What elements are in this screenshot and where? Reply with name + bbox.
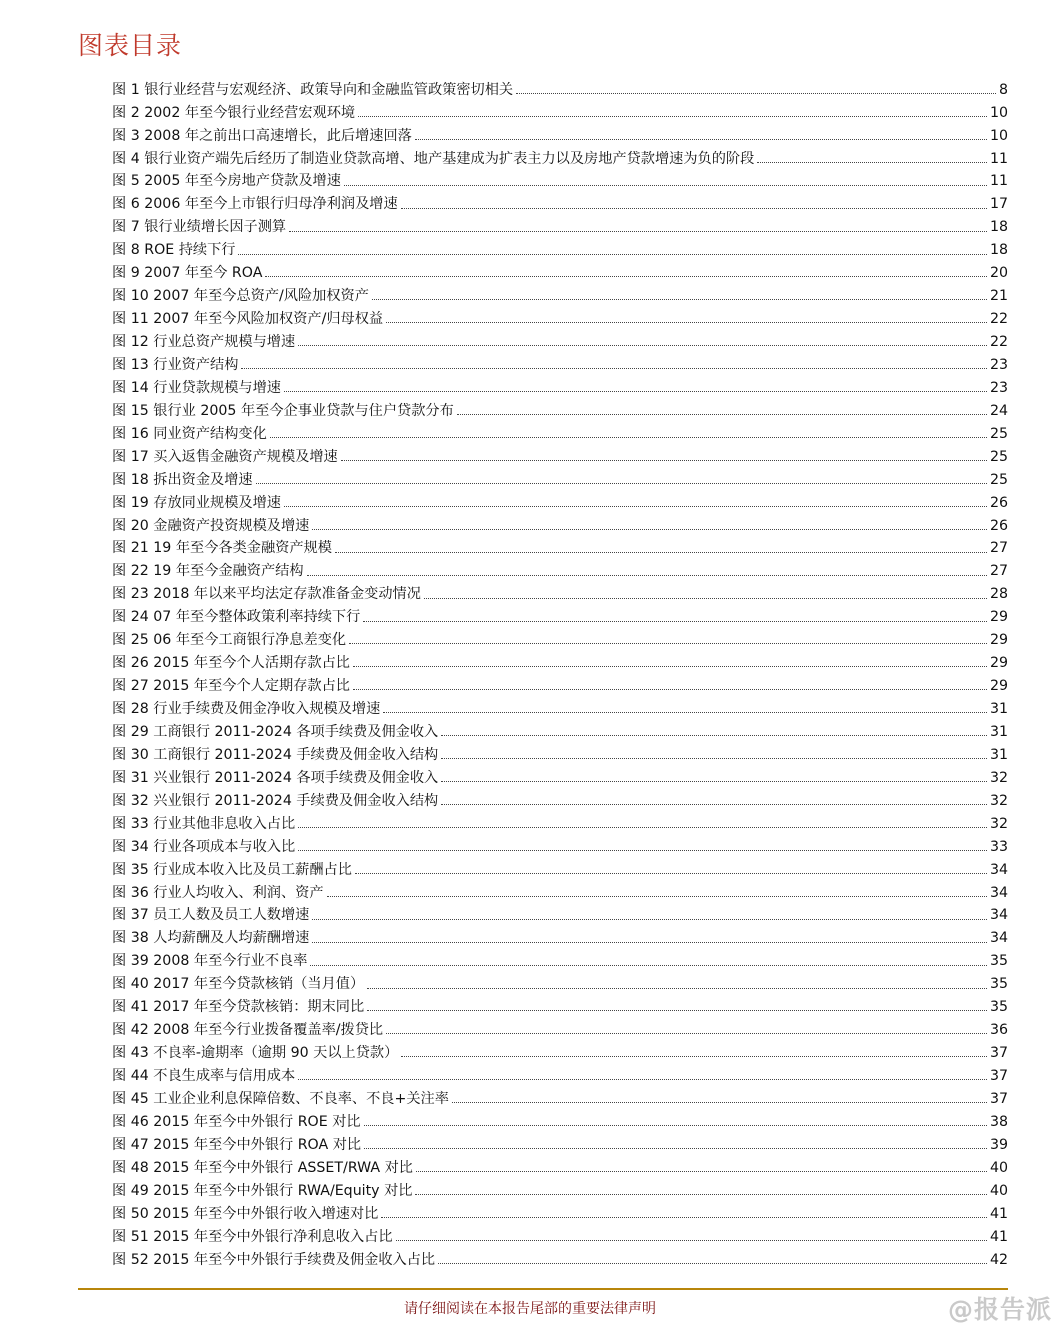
toc-entry-label: 图 27 2015 年至今个人定期存款占比 (112, 678, 350, 695)
toc-entry-label: 图 4 银行业资产端先后经历了制造业贷款高增、地产基建成为扩表主力以及房地产贷款增速为负的阶段 (112, 150, 755, 167)
toc-entry-label: 图 6 2006 年至今上市银行归母净利润及增速 (112, 196, 398, 213)
toc-entry-label: 图 49 2015 年至今中外银行 RWA/Equity 对比 (112, 1182, 413, 1199)
dot-leader (298, 1078, 987, 1080)
toc-entry[interactable] (112, 1083, 1008, 1106)
toc-entry-label: 图 8 ROE 持续下行 (112, 242, 236, 259)
dot-leader (298, 344, 987, 346)
dot-leader (353, 665, 987, 667)
toc-entry-label: 图 24 07 年至今整体政策利率持续下行 (112, 609, 361, 626)
toc-entry-label: 图 18 拆出资金及增速 (112, 471, 253, 488)
dot-leader (415, 1193, 986, 1195)
toc-entry[interactable] (112, 143, 1008, 166)
toc-entry[interactable] (112, 1221, 1008, 1244)
toc-entry[interactable] (112, 946, 1008, 969)
toc-entry-label: 图 14 行业贷款规模与增速 (112, 379, 281, 396)
toc-entry[interactable] (112, 556, 1008, 579)
toc-entry-page: 21 (989, 288, 1008, 305)
toc-entry-page: 37 (989, 1090, 1008, 1107)
toc-entry[interactable] (112, 969, 1008, 992)
toc-entry-page: 27 (989, 540, 1008, 557)
toc-entry-page: 8 (998, 81, 1008, 98)
toc-entry-page: 33 (989, 838, 1008, 855)
toc-entry[interactable] (112, 1014, 1008, 1037)
toc-entry-page: 29 (989, 655, 1008, 672)
toc-entry-page: 29 (989, 632, 1008, 649)
toc-entry-page: 11 (989, 173, 1008, 190)
toc-entry[interactable] (112, 1106, 1008, 1129)
toc-entry-page: 22 (989, 311, 1008, 328)
toc-entry-page: 37 (989, 1068, 1008, 1085)
toc-entry[interactable] (112, 189, 1008, 212)
figure-list (112, 74, 1008, 1267)
toc-entry-page: 29 (989, 678, 1008, 695)
legal-notice: 请仔细阅读在本报告尾部的重要法律声明 (404, 1301, 656, 1317)
toc-entry-page: 18 (989, 242, 1008, 259)
toc-entry-page: 36 (989, 1022, 1008, 1039)
toc-entry[interactable] (112, 693, 1008, 716)
toc-entry-label: 图 41 2017 年至今贷款核销：期末同比 (112, 999, 365, 1016)
toc-entry[interactable] (112, 418, 1008, 441)
toc-entry-label: 图 50 2015 年至今中外银行收入增速对比 (112, 1205, 379, 1222)
toc-entry-page: 28 (989, 586, 1008, 603)
toc-entry-label: 图 35 行业成本收入比及员工薪酬占比 (112, 861, 352, 878)
toc-entry-page: 11 (989, 150, 1008, 167)
toc-entry-label: 图 42 2008 年至今行业拨备覆盖率/拨贷比 (112, 1022, 384, 1039)
toc-entry-page: 22 (989, 334, 1008, 351)
dot-leader (383, 711, 987, 713)
toc-entry-label: 图 13 行业资产结构 (112, 356, 239, 373)
dot-leader (358, 115, 987, 117)
toc-entry[interactable] (112, 1060, 1008, 1083)
toc-entry-label: 图 52 2015 年至今中外银行手续费及佣金收入占比 (112, 1251, 436, 1268)
toc-entry-label: 图 21 19 年至今各类金融资产规模 (112, 540, 332, 557)
toc-entry-page: 40 (989, 1182, 1008, 1199)
toc-entry-page: 32 (989, 792, 1008, 809)
toc-entry[interactable] (112, 831, 1008, 854)
toc-entry-page: 23 (989, 379, 1008, 396)
toc-entry-page: 41 (989, 1205, 1008, 1222)
dot-leader (353, 688, 987, 690)
dot-leader (310, 964, 987, 966)
dot-leader (284, 390, 987, 392)
toc-entry-label: 图 10 2007 年至今总资产/风险加权资产 (112, 288, 369, 305)
toc-entry-label: 图 23 2018 年以来平均法定存款准备金变动情况 (112, 586, 421, 603)
toc-entry-page: 41 (989, 1228, 1008, 1245)
toc-entry-page: 35 (989, 999, 1008, 1016)
dot-leader (396, 1239, 987, 1241)
toc-entry-page: 31 (989, 723, 1008, 740)
toc-entry-page: 31 (989, 701, 1008, 718)
toc-entry-label: 图 32 兴业银行 2011-2024 手续费及佣金收入结构 (112, 792, 439, 809)
toc-entry[interactable] (112, 120, 1008, 143)
dot-leader (298, 849, 987, 851)
toc-entry-label: 图 39 2008 年至今行业不良率 (112, 953, 308, 970)
toc-entry-label: 图 11 2007 年至今风险加权资产/归母权益 (112, 311, 384, 328)
dot-leader (401, 207, 987, 209)
toc-entry[interactable] (112, 441, 1008, 464)
toc-entry-label: 图 16 同业资产结构变化 (112, 425, 267, 442)
toc-entry-page: 34 (989, 861, 1008, 878)
toc-entry-page: 35 (989, 976, 1008, 993)
toc-entry-page: 10 (989, 104, 1008, 121)
toc-entry-page: 18 (989, 219, 1008, 236)
dot-leader (381, 1216, 987, 1218)
toc-entry[interactable] (112, 625, 1008, 648)
toc-entry-label: 图 15 银行业 2005 年至今企事业贷款与住户贷款分布 (112, 402, 454, 419)
toc-entry[interactable] (112, 533, 1008, 556)
dot-leader (289, 230, 987, 232)
toc-entry-page: 34 (989, 930, 1008, 947)
toc-entry[interactable] (112, 1152, 1008, 1175)
toc-entry[interactable] (112, 808, 1008, 831)
toc-entry[interactable] (112, 326, 1008, 349)
toc-entry-page: 32 (989, 815, 1008, 832)
toc-entry-label: 图 46 2015 年至今中外银行 ROE 对比 (112, 1113, 361, 1130)
dot-leader (241, 367, 987, 369)
toc-entry-label: 图 22 19 年至今金融资产结构 (112, 563, 304, 580)
dot-leader (364, 1147, 987, 1149)
toc-entry-page: 20 (989, 265, 1008, 282)
dot-leader (415, 138, 987, 140)
toc-entry[interactable] (112, 464, 1008, 487)
toc-entry-page: 37 (989, 1045, 1008, 1062)
toc-entry-label: 图 26 2015 年至今个人活期存款占比 (112, 655, 350, 672)
dot-leader (441, 757, 987, 759)
toc-entry[interactable] (112, 602, 1008, 625)
toc-entry-page: 25 (989, 448, 1008, 465)
toc-entry[interactable] (112, 762, 1008, 785)
toc-entry-label: 图 43 不良率-逾期率（逾期 90 天以上贷款） (112, 1045, 399, 1062)
toc-entry-page: 40 (989, 1159, 1008, 1176)
toc-entry[interactable] (112, 1244, 1008, 1267)
toc-entry[interactable] (112, 235, 1008, 258)
toc-entry-label: 图 38 人均薪酬及人均薪酬增速 (112, 930, 310, 947)
dot-leader (270, 436, 987, 438)
dot-leader (372, 298, 987, 300)
dot-leader (265, 275, 987, 277)
toc-entry-page: 29 (989, 609, 1008, 626)
toc-entry[interactable] (112, 166, 1008, 189)
toc-entry-page: 39 (989, 1136, 1008, 1153)
footer-divider (78, 1288, 1008, 1290)
toc-entry[interactable] (112, 670, 1008, 693)
toc-entry-page: 25 (989, 425, 1008, 442)
toc-entry-page: 27 (989, 563, 1008, 580)
toc-entry[interactable] (112, 923, 1008, 946)
dot-leader (401, 1055, 987, 1057)
dot-leader (349, 642, 987, 644)
dot-leader (367, 1009, 987, 1011)
toc-entry-label: 图 28 行业手续费及佣金净收入规模及增速 (112, 701, 381, 718)
toc-entry-label: 图 51 2015 年至今中外银行净利息收入占比 (112, 1228, 393, 1245)
toc-entry[interactable] (112, 1037, 1008, 1060)
dot-leader (457, 413, 987, 415)
dot-leader (452, 1101, 987, 1103)
dot-leader (298, 826, 987, 828)
toc-entry[interactable] (112, 647, 1008, 670)
dot-leader (312, 918, 987, 920)
toc-entry[interactable] (112, 74, 1008, 97)
dot-leader (256, 482, 987, 484)
toc-entry-page: 26 (989, 517, 1008, 534)
dot-leader (335, 551, 987, 553)
toc-entry-label: 图 40 2017 年至今贷款核销（当月值） (112, 976, 365, 993)
toc-entry-page: 25 (989, 471, 1008, 488)
toc-entry-page: 42 (989, 1251, 1008, 1268)
toc-entry[interactable] (112, 785, 1008, 808)
dot-leader (438, 1262, 987, 1264)
toc-heading: 图表目录 (78, 31, 183, 60)
toc-entry-page: 34 (989, 884, 1008, 901)
toc-entry-label: 图 7 银行业绩增长因子测算 (112, 219, 287, 236)
toc-entry[interactable] (112, 579, 1008, 602)
toc-entry-label: 图 3 2008 年之前出口高速增长，此后增速回落 (112, 127, 412, 144)
toc-entry-label: 图 29 工商银行 2011-2024 各项手续费及佣金收入 (112, 723, 439, 740)
toc-entry-label: 图 44 不良生成率与信用成本 (112, 1068, 296, 1085)
toc-entry-page: 24 (989, 402, 1008, 419)
toc-entry[interactable] (112, 212, 1008, 235)
toc-entry-label: 图 5 2005 年至今房地产贷款及增速 (112, 173, 341, 190)
toc-entry-page: 23 (989, 356, 1008, 373)
toc-entry-page: 31 (989, 746, 1008, 763)
toc-entry-page: 26 (989, 494, 1008, 511)
toc-entry-label: 图 37 员工人数及员工人数增速 (112, 907, 310, 924)
toc-entry-label: 图 45 工业企业利息保障倍数、不良率、不良+关注率 (112, 1090, 449, 1107)
toc-entry-label: 图 33 行业其他非息收入占比 (112, 815, 296, 832)
toc-entry-label: 图 34 行业各项成本与收入比 (112, 838, 296, 855)
dot-leader (238, 253, 986, 255)
toc-entry[interactable] (112, 303, 1008, 326)
toc-entry[interactable] (112, 487, 1008, 510)
toc-entry[interactable] (112, 900, 1008, 923)
dot-leader (367, 987, 987, 989)
dot-leader (364, 1124, 987, 1126)
dot-leader (312, 528, 987, 530)
toc-entry[interactable] (112, 716, 1008, 739)
dot-leader (363, 620, 987, 622)
toc-entry-label: 图 17 买入返售金融资产规模及增速 (112, 448, 338, 465)
toc-entry-label: 图 36 行业人均收入、利润、资产 (112, 884, 324, 901)
toc-entry-page: 38 (989, 1113, 1008, 1130)
toc-entry-page: 17 (989, 196, 1008, 213)
dot-leader (307, 574, 987, 576)
dot-leader (327, 895, 987, 897)
toc-entry-label: 图 1 银行业经营与宏观经济、政策导向和金融监管政策密切相关 (112, 81, 514, 98)
toc-entry[interactable] (112, 395, 1008, 418)
toc-entry[interactable] (112, 258, 1008, 281)
dot-leader (344, 184, 987, 186)
toc-entry-label: 图 48 2015 年至今中外银行 ASSET/RWA 对比 (112, 1159, 413, 1176)
toc-entry[interactable] (112, 1198, 1008, 1221)
dot-leader (516, 92, 996, 94)
toc-entry-page: 10 (989, 127, 1008, 144)
toc-entry-label: 图 31 兴业银行 2011-2024 各项手续费及佣金收入 (112, 769, 439, 786)
toc-entry-label: 图 2 2002 年至今银行业经营宏观环境 (112, 104, 356, 121)
dot-leader (386, 321, 987, 323)
toc-entry[interactable] (112, 280, 1008, 303)
toc-entry-label: 图 9 2007 年至今 ROA (112, 265, 263, 282)
toc-entry-label: 图 47 2015 年至今中外银行 ROA 对比 (112, 1136, 362, 1153)
watermark: @报告派 (947, 1295, 1052, 1324)
toc-entry[interactable] (112, 1175, 1008, 1198)
toc-entry-label: 图 25 06 年至今工商银行净息差变化 (112, 632, 347, 649)
dot-leader (424, 597, 987, 599)
toc-entry-label: 图 30 工商银行 2011-2024 手续费及佣金收入结构 (112, 746, 439, 763)
dot-leader (284, 505, 987, 507)
dot-leader (416, 1170, 987, 1172)
dot-leader (341, 459, 987, 461)
toc-entry-label: 图 12 行业总资产规模与增速 (112, 334, 296, 351)
toc-entry-label: 图 19 存放同业规模及增速 (112, 494, 281, 511)
toc-entry[interactable] (112, 877, 1008, 900)
dot-leader (441, 780, 987, 782)
toc-entry[interactable] (112, 372, 1008, 395)
toc-entry-label: 图 20 金融资产投资规模及增速 (112, 517, 310, 534)
dot-leader (386, 1032, 987, 1034)
dot-leader (355, 872, 987, 874)
toc-entry[interactable] (112, 510, 1008, 533)
toc-entry[interactable] (112, 97, 1008, 120)
toc-entry[interactable] (112, 854, 1008, 877)
dot-leader (757, 161, 987, 163)
toc-entry[interactable] (112, 992, 1008, 1015)
toc-entry[interactable] (112, 349, 1008, 372)
toc-entry-page: 32 (989, 769, 1008, 786)
toc-entry-page: 34 (989, 907, 1008, 924)
toc-entry-page: 35 (989, 953, 1008, 970)
toc-entry[interactable] (112, 1129, 1008, 1152)
toc-entry[interactable] (112, 739, 1008, 762)
dot-leader (312, 941, 987, 943)
dot-leader (441, 734, 987, 736)
dot-leader (441, 803, 987, 805)
